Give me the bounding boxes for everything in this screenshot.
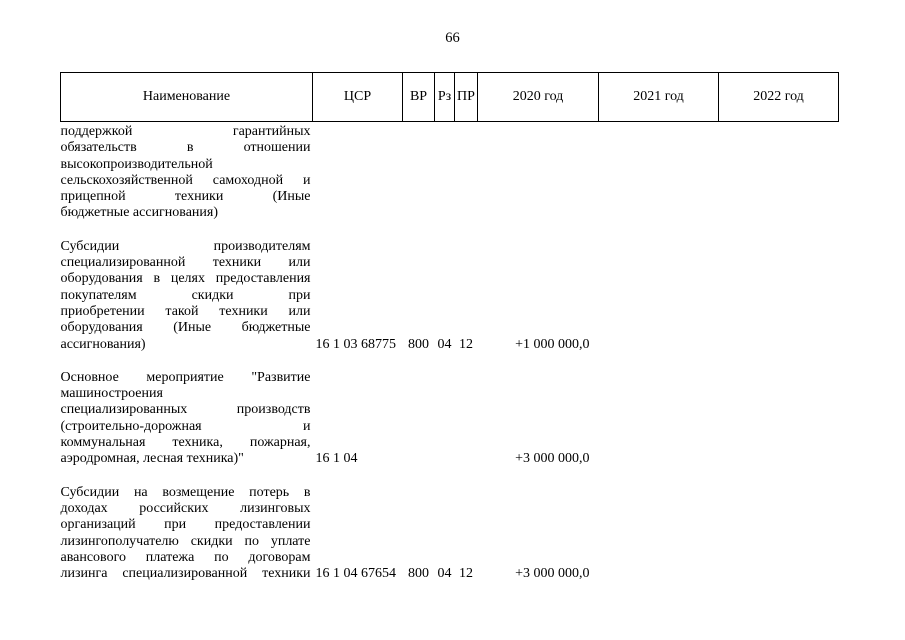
table-row [61, 122, 839, 222]
row-vr [403, 122, 435, 222]
row-spacer [61, 222, 839, 239]
table-row [61, 239, 839, 353]
row-name-line: специализированной техники или [60, 255, 311, 271]
row-csr: 16 1 04 [315, 451, 358, 467]
header-name: Наименование [61, 73, 313, 122]
row-pr: 12 [459, 336, 473, 352]
row-name-line: сельскохозяйственной самоходной и [60, 172, 311, 188]
header-2020: 2020 год [478, 73, 599, 122]
row-name-line: коммунальная техника, пожарная, [60, 435, 311, 451]
table-header [61, 73, 839, 122]
row-name-line: организаций при предоставлении [60, 517, 311, 533]
row-2021 [599, 239, 719, 353]
row-name-line: Субсидии производителям [60, 238, 311, 254]
row-2020: +1 000 000,0 [515, 336, 590, 352]
row-name-line: бюджетные ассигнования) [60, 205, 219, 221]
row-2021 [599, 370, 719, 468]
row-name-line: оборудования (Иные бюджетные [60, 320, 311, 336]
row-2020: +3 000 000,0 [515, 566, 590, 582]
row-2021 [599, 122, 719, 222]
row-2022 [719, 485, 839, 583]
table-body [61, 122, 839, 583]
row-name-line: лизингополучателю скидки по уплате [60, 533, 311, 549]
row-spacer [61, 468, 839, 485]
table-row [61, 370, 839, 468]
row-name-line: (строительно-дорожная и [60, 418, 311, 434]
header-2021: 2021 год [599, 73, 719, 122]
row-name-line: обязательств в отношении [60, 140, 311, 156]
row-rz [435, 370, 455, 468]
row-name-line: специализированных производств [60, 402, 311, 418]
row-name-line: лизинга специализированной техники [60, 566, 311, 582]
row-csr: 16 1 04 67654 [315, 566, 396, 582]
row-name-line: ассигнования) [60, 336, 146, 352]
header-csr: ЦСР [313, 73, 403, 122]
row-name-line: прицепной техники (Иные [60, 189, 311, 205]
row-name-line: высокопроизводительной [60, 156, 213, 172]
row-name [61, 485, 313, 583]
row-csr: 16 1 03 68775 [315, 336, 396, 352]
row-rz: 04 [437, 566, 452, 582]
row-spacer [61, 353, 839, 370]
row-2020 [478, 122, 599, 222]
row-name-line: аэродромная, лесная техника)" [60, 451, 244, 467]
row-2022 [719, 370, 839, 468]
header-pr: ПР [455, 73, 478, 122]
row-name-line: авансового платежа по договорам [60, 549, 311, 565]
row-rz [435, 122, 455, 222]
row-name [61, 239, 313, 353]
row-name-line: машиностроения [60, 386, 163, 402]
header-2022: 2022 год [719, 73, 839, 122]
row-name-line: поддержкой гарантийных [60, 124, 311, 139]
row-name-line: Основное мероприятие "Развитие [60, 369, 311, 385]
row-name-line: оборудования в целях предоставления [60, 271, 311, 287]
row-vr [403, 370, 435, 468]
row-vr: 800 [408, 336, 429, 352]
row-2020: +3 000 000,0 [515, 451, 590, 467]
row-vr: 800 [408, 566, 429, 582]
row-pr: 12 [459, 566, 473, 582]
row-rz: 04 [437, 336, 452, 352]
row-name-line: приобретении такой техники или [60, 303, 311, 319]
row-pr [455, 122, 478, 222]
row-2022 [719, 122, 839, 222]
row-name-line: покупателям скидки при [60, 287, 311, 303]
row-name [61, 370, 313, 468]
row-2021 [599, 485, 719, 583]
row-name-line: Субсидии на возмещение потерь в [60, 484, 311, 500]
header-vr: ВР [403, 73, 435, 122]
budget-table [60, 72, 839, 582]
row-2022 [719, 239, 839, 353]
row-name [61, 122, 313, 222]
row-pr [455, 370, 478, 468]
table-row [61, 485, 839, 583]
row-csr [313, 122, 403, 222]
header-rz: Рз [435, 73, 455, 122]
row-name-line: доходах российских лизинговых [60, 500, 311, 516]
page-number: 66 [445, 30, 460, 46]
